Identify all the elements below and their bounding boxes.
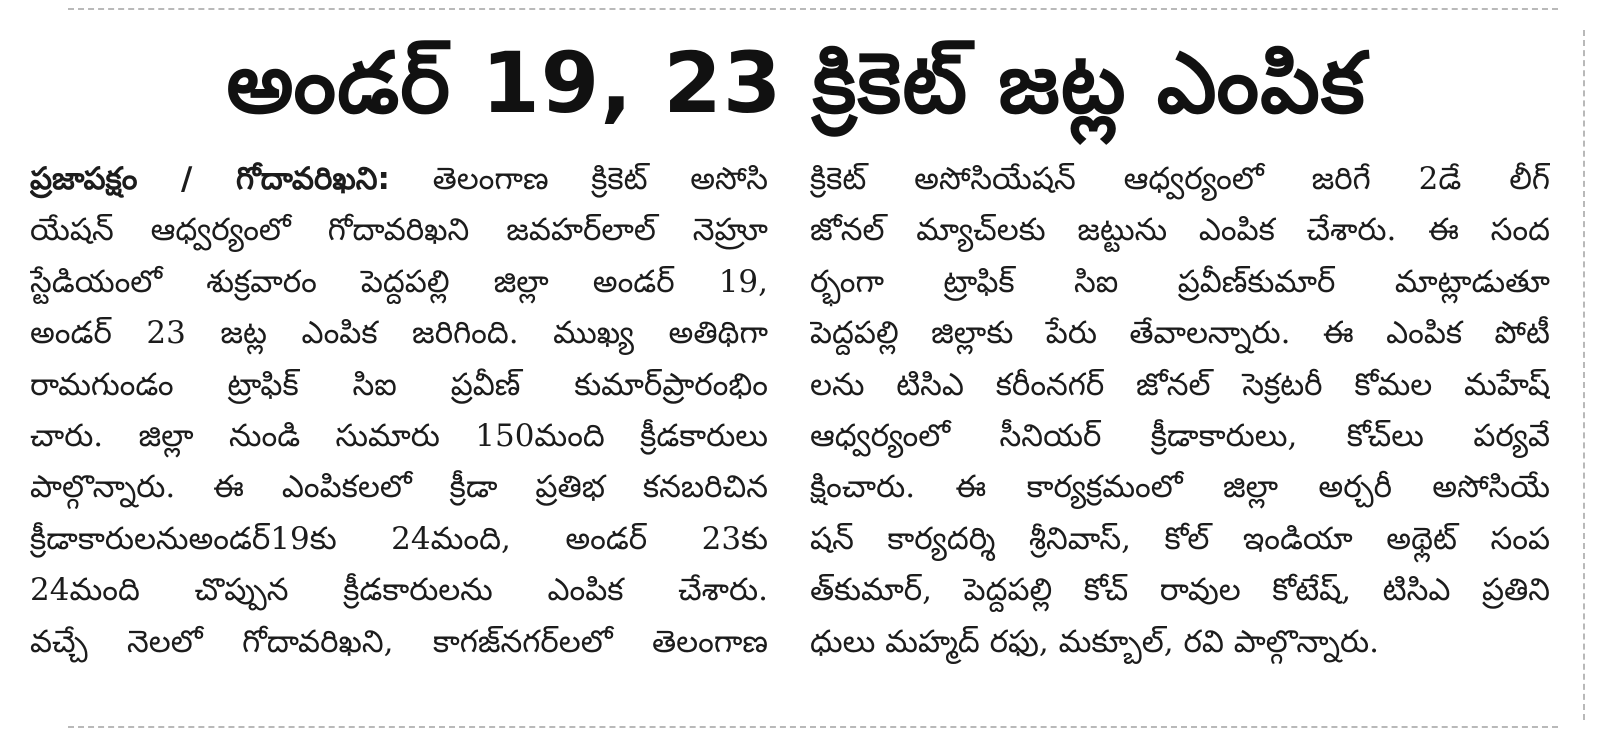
headline: అండర్ 19, 23 క్రికెట్ జట్ల ఎంపిక [226, 34, 1366, 132]
article-line: స్టేడియంలో శుక్రవారం పెద్దపల్లి జిల్లా అండర్ 19, [30, 263, 768, 300]
article-column-left [30, 154, 768, 720]
cut-line-bottom [68, 726, 1558, 728]
article-line: క్రికెట్ అసోసియేషన్ ఆధ్వర్యంలో జరిగే 2డే లీగ్ [810, 161, 1550, 197]
article-line: వచ్చే నెలలో గోదావరిఖని, కాగజ్‌నగర్‌లలో తెలంగాణ [30, 623, 768, 660]
article-line: పాల్గొన్నారు. ఈ ఎంపికలలో క్రీడా ప్రతిభ కనబరిచిన [30, 469, 768, 506]
article-line: అండర్ 23 జట్ల ఎంపిక జరిగింది. ముఖ్య అతిథిగా [30, 315, 768, 352]
article-column-right [810, 154, 1550, 720]
article-line: రామగుండం ట్రాఫిక్ సిఐ ప్రవీణ్ కుమార్‌ప్రారంభిం [30, 366, 768, 403]
article-line: 24మంది చొప్పున క్రీడకారులను ఎంపిక చేశారు. [30, 572, 768, 609]
article-line: క్షించారు. ఈ కార్యక్రమంలో జిల్లా అర్చరీ అసోసియే [810, 469, 1550, 506]
article-line: ర్భంగా ట్రాఫిక్ సిఐ ప్రవీణ్‌కుమార్ మాట్లాడుతూ [810, 263, 1550, 300]
article-line: యేషన్ ఆధ్వర్యంలో గోదావరిఖని జవహర్‌లాల్ నెహ్రూ [30, 212, 768, 249]
cut-line-top [68, 8, 1558, 10]
article-line [30, 154, 768, 205]
article-line: పెద్దపల్లి జిల్లాకు పేరు తేవాలన్నారు. ఈ ఎంపిక పోటీ [810, 315, 1550, 352]
article-line: చారు. జిల్లా నుండి సుమారు 150మంది క్రీడకారులు [30, 417, 768, 454]
article-line: జోనల్ మ్యాచ్‌లకు జట్టును ఎంపిక చేశారు. ఈ సంద [810, 212, 1550, 249]
article-line: ధులు మహ్మద్ రఫు, మక్బూల్, రవి పాల్గొన్నారు. [810, 623, 1379, 660]
dateline: ప్రజాపక్షం / గోదావరిఖని: [30, 161, 390, 197]
article-line: షన్ కార్యదర్శి శ్రీనివాస్, కోల్ ఇండియా అథ్లెట్ సంప [810, 520, 1550, 557]
article-line-text: తెలంగాణ క్రికెట్ అసోసి [389, 161, 768, 197]
article-line: క్రీడాకారులనుఅండర్19కు 24మంది, అండర్ 23కు [30, 520, 768, 557]
article-line: లను టిసిఎ కరీంనగర్ జోనల్ సెక్రటరీ కోమల మహేష్ [810, 366, 1550, 403]
article-line: ఆధ్వర్యంలో సీనియర్ క్రీడాకారులు, కోచ్‌లు పర్యవే [810, 417, 1550, 454]
cut-line-right [1583, 30, 1585, 720]
article-line: త్‌కుమార్, పెద్దపల్లి కోచ్ రావుల కోటేష్, టిసిఎ ప్రతిని [810, 572, 1550, 609]
article-body [30, 154, 1550, 720]
